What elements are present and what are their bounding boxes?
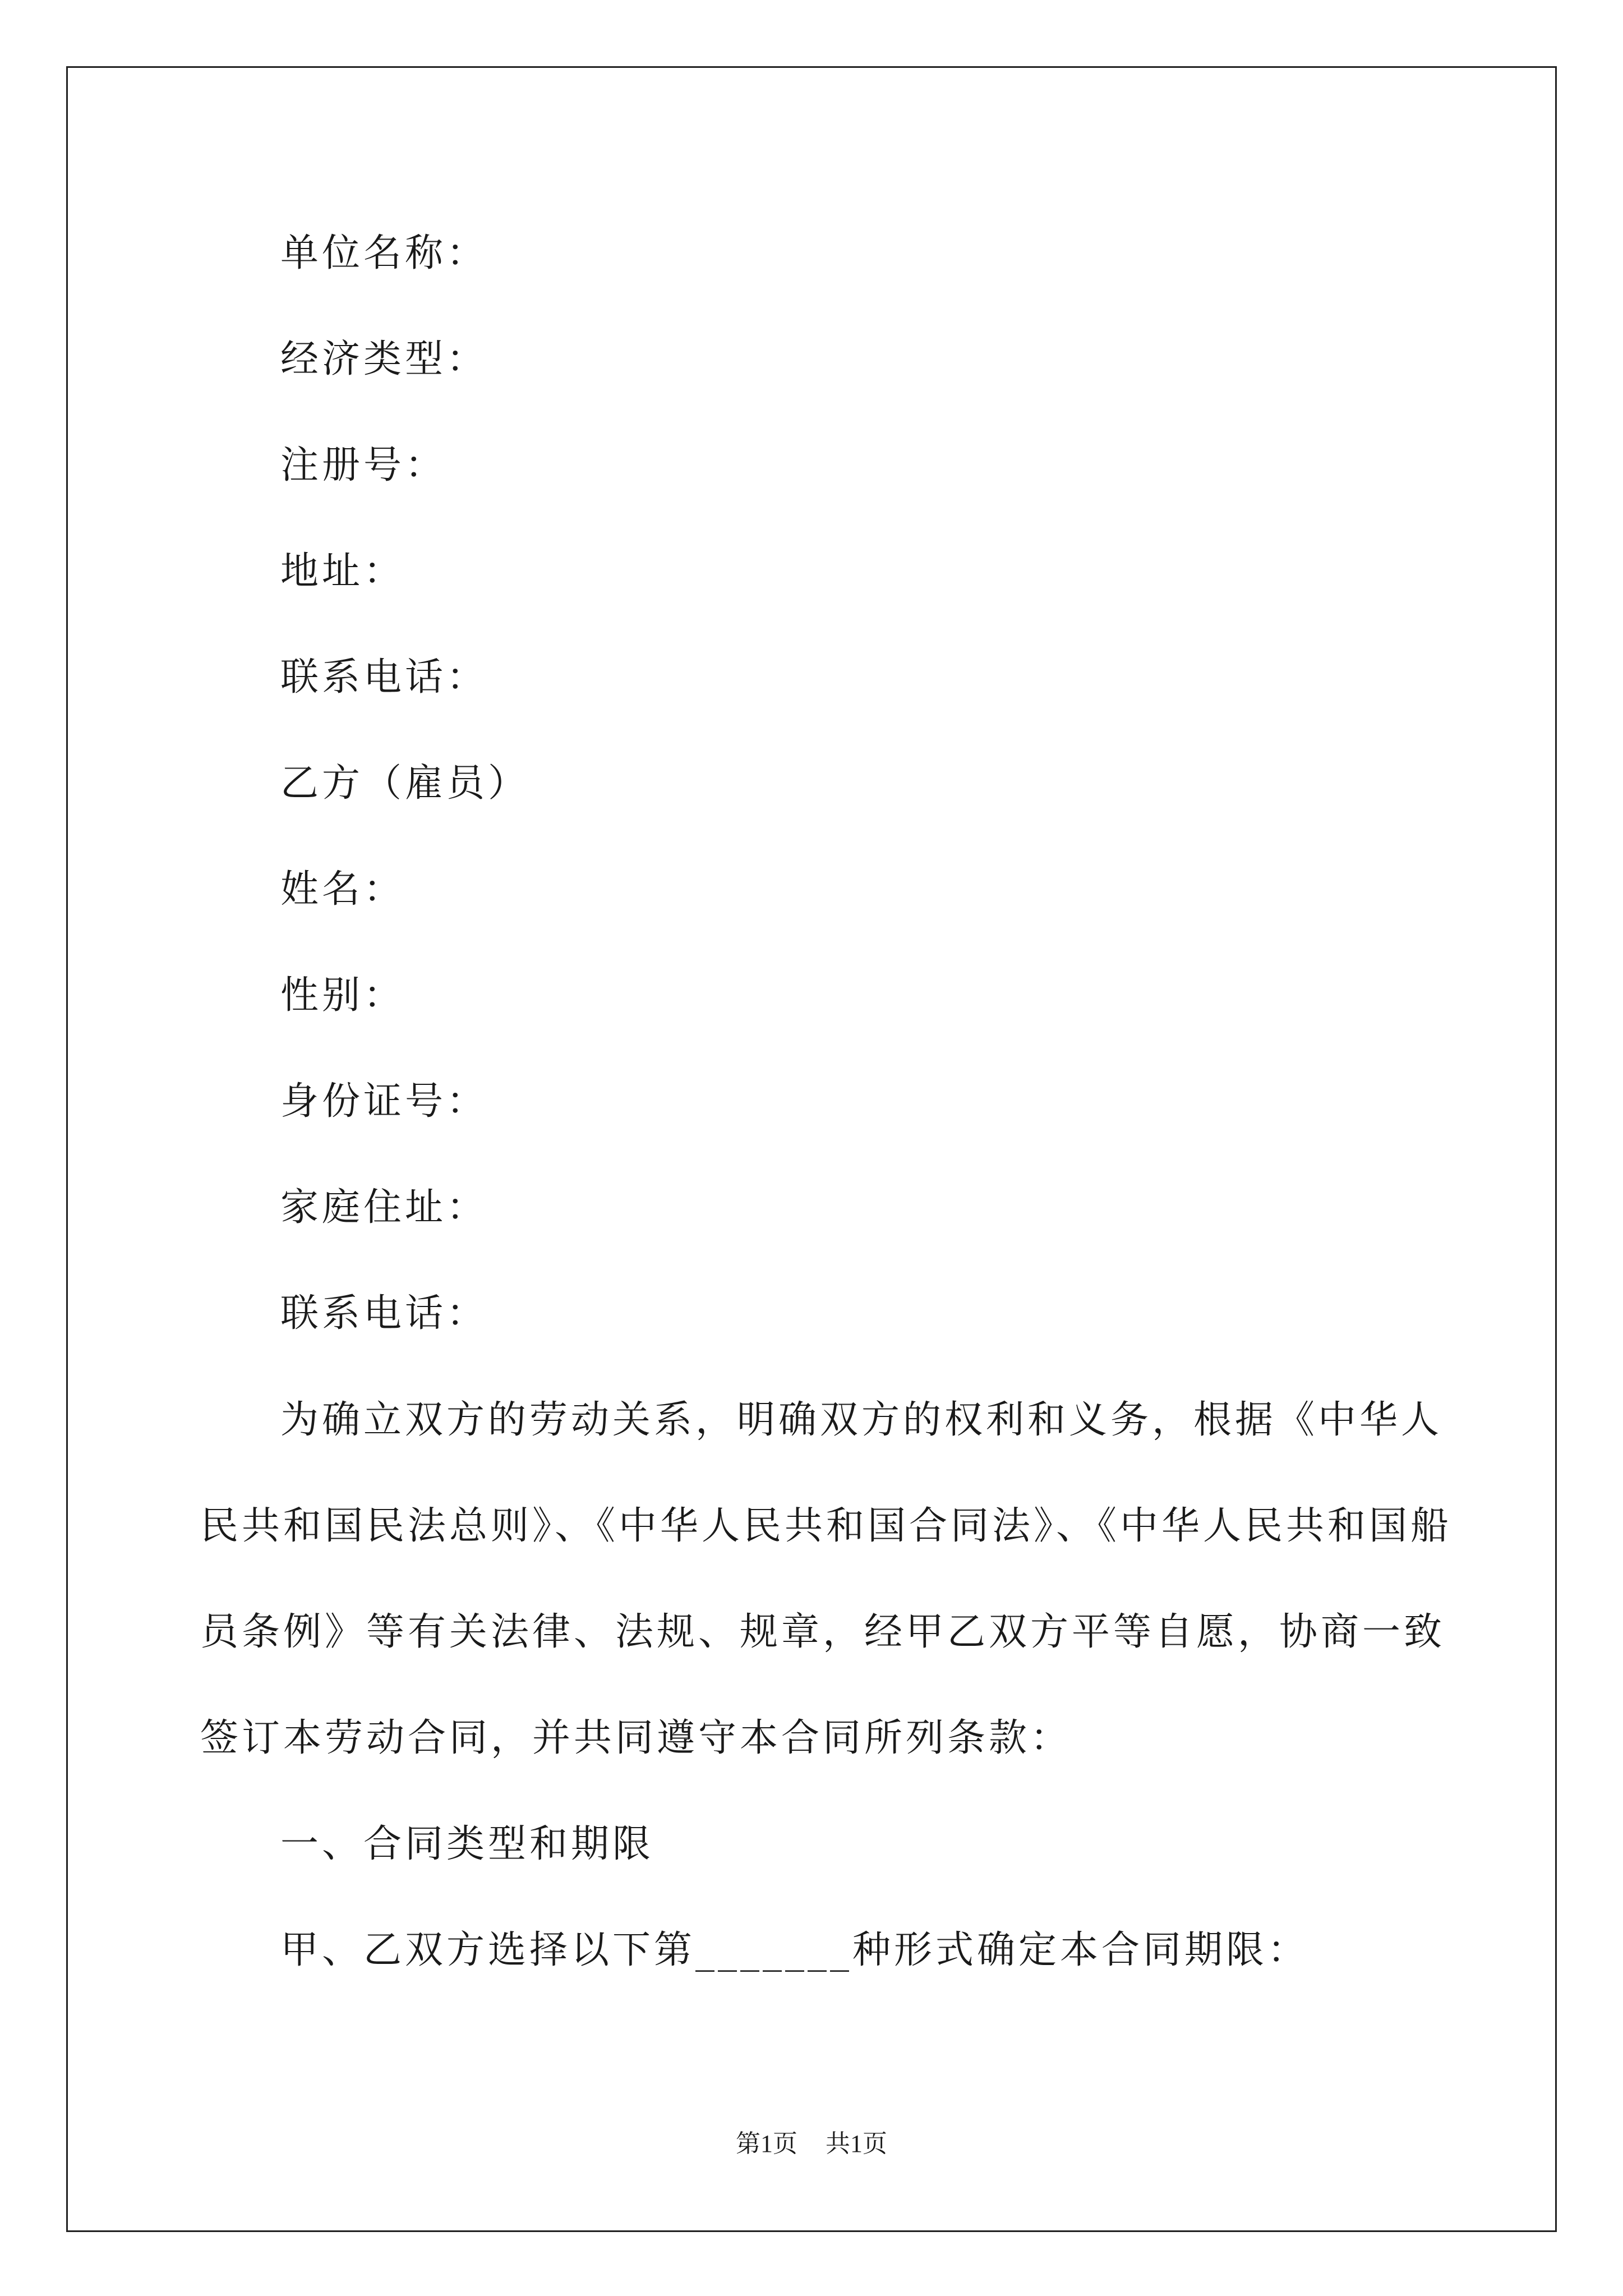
page-count: 共1页 xyxy=(826,2130,887,2157)
field-employee-phone: 联系电话： xyxy=(280,1291,488,1336)
party-b-heading: 乙方（雇员） xyxy=(280,761,530,806)
field-registration-number: 注册号： xyxy=(280,443,447,487)
page-border xyxy=(66,66,1557,2232)
field-gender: 性别： xyxy=(280,973,405,1018)
field-economic-type: 经济类型： xyxy=(280,337,488,381)
field-employer-phone: 联系电话： xyxy=(280,655,488,700)
section-heading: 一、合同类型和期限 xyxy=(280,1822,654,1866)
contract-term-line: 甲、乙双方选择以下第_______种形式确定本合同期限： xyxy=(280,1928,1310,1972)
field-name: 姓名： xyxy=(280,867,405,912)
field-id-number: 身份证号： xyxy=(280,1079,488,1124)
field-address: 地址： xyxy=(280,549,405,593)
preamble-line-1: 为确立双方的劳动关系，明确双方的权利和义务，根据《中华人 xyxy=(280,1398,1443,1442)
page-footer xyxy=(0,2132,1623,2156)
field-home-address: 家庭住址： xyxy=(280,1185,488,1230)
page-number: 第1页 xyxy=(736,2130,797,2157)
preamble-line-2: 民共和国民法总则》、《中华人民共和国合同法》、《中华人民共和国船 xyxy=(200,1504,1453,1548)
preamble-line-4: 签订本劳动合同，并共同遵守本合同所列条款： xyxy=(200,1716,1072,1760)
field-company-name: 单位名称： xyxy=(280,231,488,275)
preamble-line-3: 员条例》等有关法律、法规、规章，经甲乙双方平等自愿，协商一致 xyxy=(200,1610,1446,1654)
